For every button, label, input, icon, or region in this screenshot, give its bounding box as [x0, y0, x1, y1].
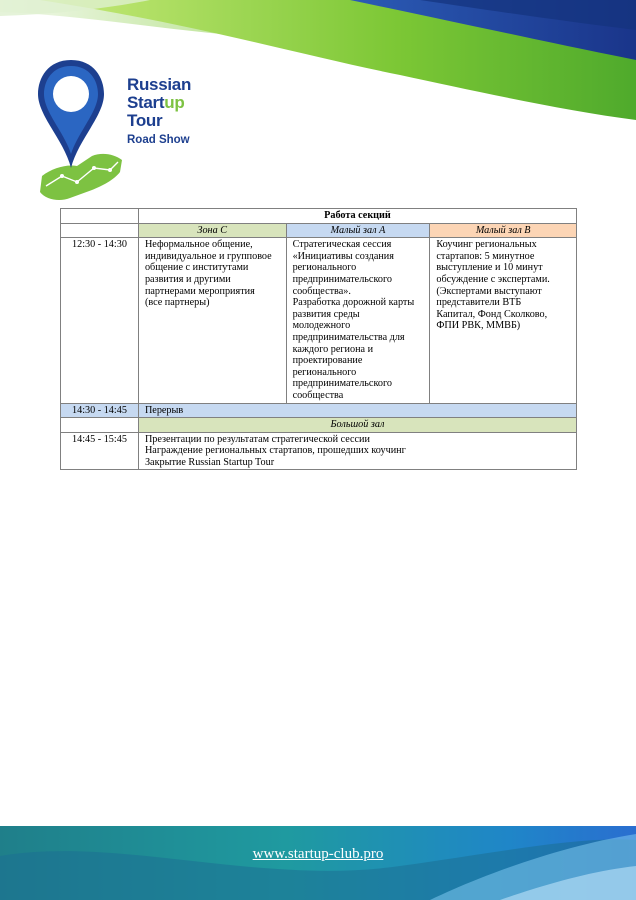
schedule-table [60, 208, 577, 470]
table-row-break [61, 403, 577, 418]
brand-line-startup: Startup [127, 93, 185, 112]
hall-b-header: Малый зал В [430, 223, 577, 238]
empty-time-cell [61, 209, 139, 224]
session-1-zone-c: Неформальное общение, индивидуальное и групповое общение с институтами развития и другими партнерами мероприятия (все партнеры) [138, 238, 286, 403]
brand-line-tour: Tour [127, 111, 163, 130]
website-link[interactable]: www.startup-club.pro [252, 846, 384, 862]
brand-line-road-show: Road Show [127, 134, 190, 146]
main-hall-header: Большой зал [138, 418, 576, 433]
break-label: Перерыв [138, 403, 576, 418]
empty-time-cell [61, 223, 139, 238]
session-1-hall-b: Коучинг региональных стартапов: 5 минутное выступление и 10 минут обсуждение с экспертами. (Экспертами выступают представители ВТБ Капитал, Фонд Сколково, ФПИ РВК, ММВБ) [430, 238, 577, 403]
empty-time-cell [61, 418, 139, 433]
break-time: 14:30 - 14:45 [61, 403, 139, 418]
section-title-cell: Работа секций [138, 209, 576, 224]
table-row-zones [61, 223, 577, 238]
table-row-session-1 [61, 238, 577, 403]
zone-c-header: Зона С [138, 223, 286, 238]
session-2-content: Презентации по результатам стратегической сессии Награждение региональных стартапов, прошедших коучинг Закрытие Russian Startup Tour [138, 432, 576, 470]
session-2-time: 14:45 - 15:45 [61, 432, 139, 470]
brand-wordmark [127, 76, 191, 149]
table-row-section-title [61, 209, 577, 224]
table-row-main-hall [61, 418, 577, 433]
table-row-session-2 [61, 432, 577, 470]
session-1-time: 12:30 - 14:30 [61, 238, 139, 403]
session-1-hall-a: Стратегическая сессия «Инициативы создания регионального предпринимательского сообщества». Разработка дорожной карты развития среды молодежного предпринимательства для каждого региона и проектирование регионального предпринимательского сообщества [286, 238, 430, 403]
brand-line-russian: Russian [127, 75, 192, 94]
footer-wave-graphic [0, 826, 636, 900]
hall-a-header: Малый зал А [286, 223, 430, 238]
